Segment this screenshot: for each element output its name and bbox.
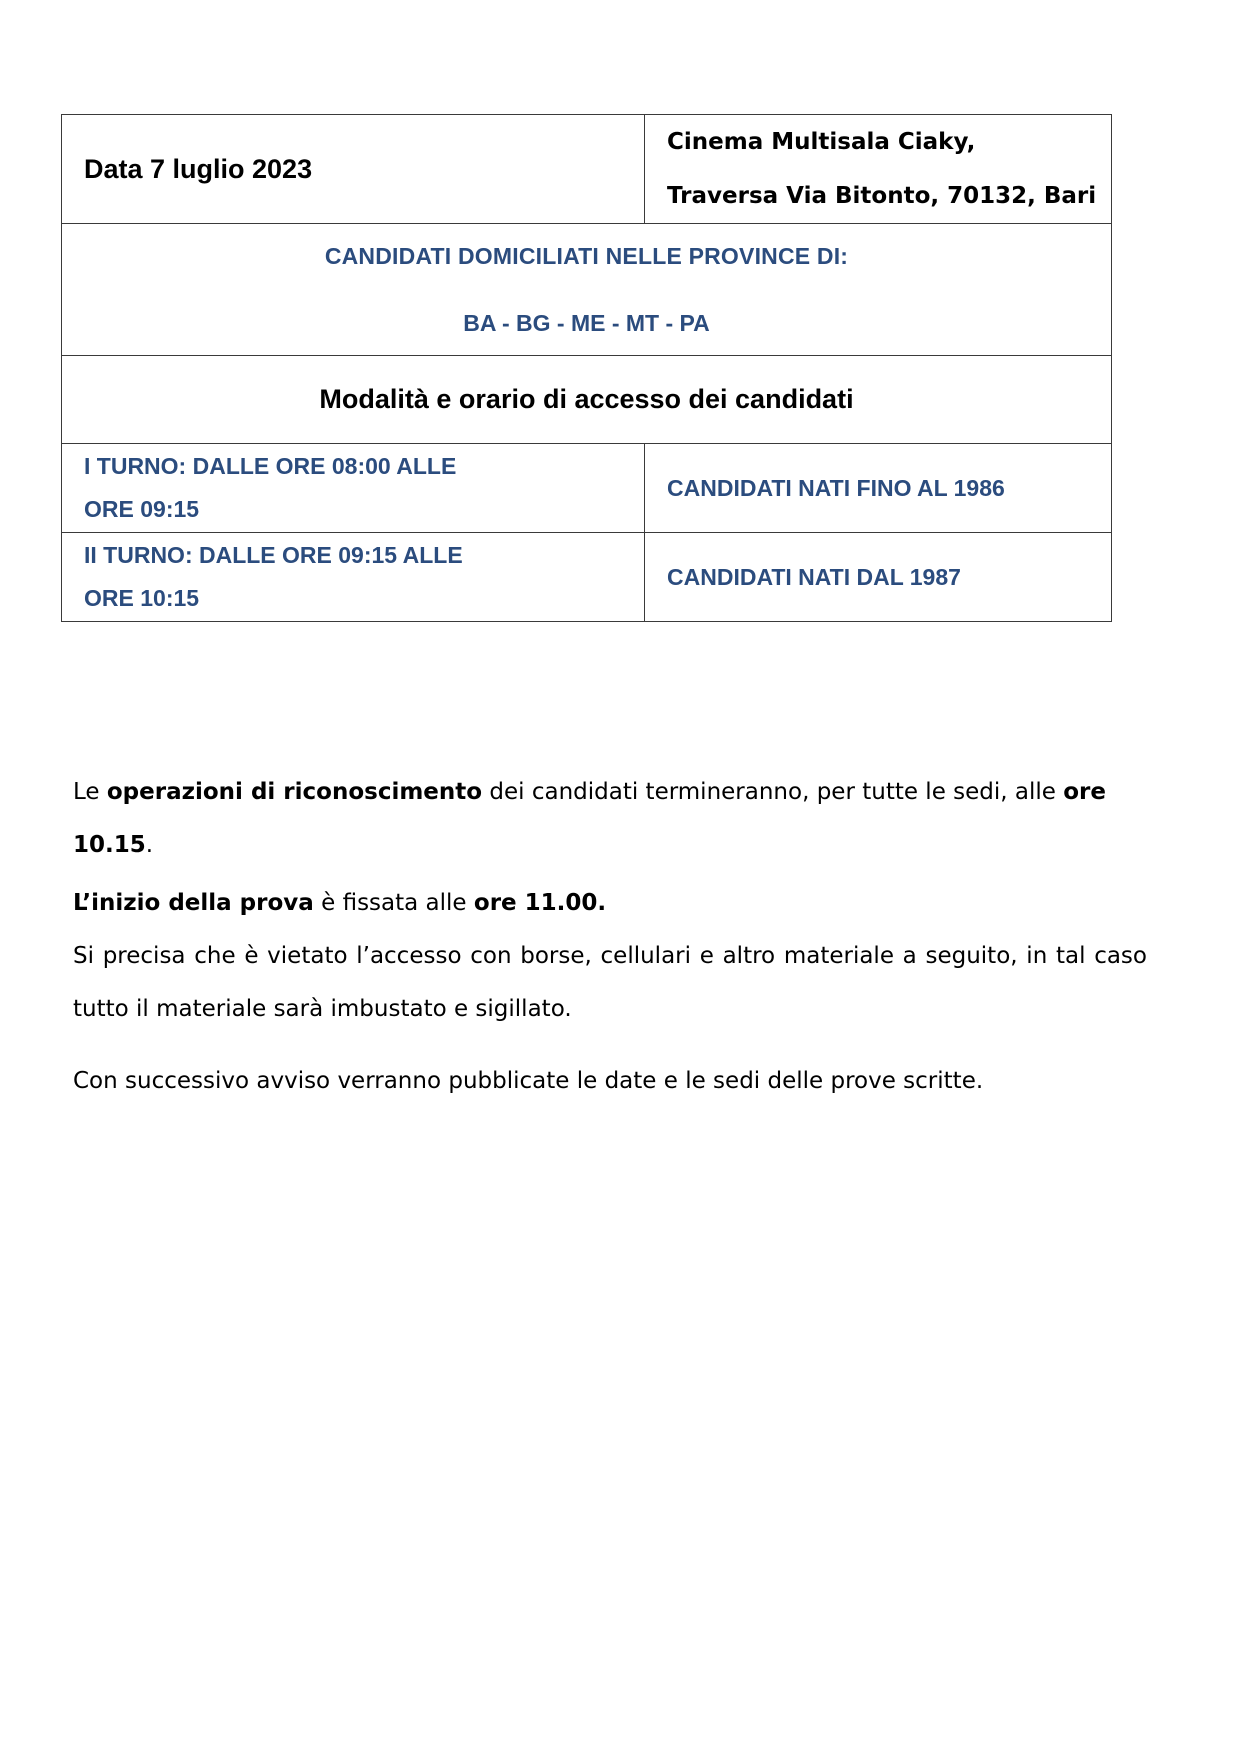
notice-paragraph: Con successivo avviso verranno pubblicate le date e le sedi delle prove scritte. <box>73 1068 984 1094</box>
access-title-cell <box>62 356 1112 444</box>
provinces-row <box>62 224 1112 356</box>
access-title: Modalità e orario di accesso dei candidati <box>319 384 854 414</box>
venue-name: Cinema Multisala Ciaky, <box>667 129 976 155</box>
schedule-table <box>61 114 1112 622</box>
exam-start-paragraph <box>73 876 1147 930</box>
turn-time-line1: I TURNO: DALLE ORE 08:00 ALLE <box>84 453 457 479</box>
provinces-list: BA - BG - ME - MT - PA <box>463 309 710 336</box>
bold-run: ore 10.15 <box>73 779 1106 858</box>
text-run: è fissata alle <box>313 890 474 916</box>
bold-run: operazioni di riconoscimento <box>106 779 483 805</box>
provinces-cell <box>62 224 1112 356</box>
text-run: dei candidati termineranno, per tutte le sedi, alle <box>482 779 1064 805</box>
turn-time-line2: ORE 10:15 <box>84 585 200 611</box>
turn-time-line1: II TURNO: DALLE ORE 09:15 ALLE <box>84 542 463 568</box>
recognition-paragraph <box>73 766 1147 872</box>
turn-group-cell <box>645 533 1112 622</box>
turn-cell <box>62 444 645 533</box>
access-title-row <box>62 356 1112 444</box>
turn-row <box>62 444 1112 533</box>
provinces-heading: CANDIDATI DOMICILIATI NELLE PROVINCE DI: <box>324 242 849 269</box>
turn-group: CANDIDATI NATI DAL 1987 <box>667 563 961 590</box>
turn-group: CANDIDATI NATI FINO AL 1986 <box>667 474 1005 501</box>
turn-group-cell <box>645 444 1112 533</box>
exam-date: Data 7 luglio 2023 <box>84 153 313 184</box>
rules-paragraph: Si precisa che è vietato l’accesso con borse, cellulari e altro materiale a seguito, in tal caso tutto il materiale sarà imbustato e sigillato. <box>73 943 1147 1022</box>
turn-cell <box>62 533 645 622</box>
text-run: Le <box>73 779 107 805</box>
bold-run: L’inizio della prova <box>73 890 314 916</box>
turn-time-line2: ORE 09:15 <box>84 496 200 522</box>
text-run: . <box>145 832 154 858</box>
date-cell <box>62 115 645 224</box>
venue-address: Traversa Via Bitonto, 70132, Bari <box>667 183 1097 209</box>
turn-row <box>62 533 1112 622</box>
header-row <box>62 115 1112 224</box>
venue-cell <box>645 115 1112 224</box>
bold-run: ore 11.00. <box>473 890 607 916</box>
